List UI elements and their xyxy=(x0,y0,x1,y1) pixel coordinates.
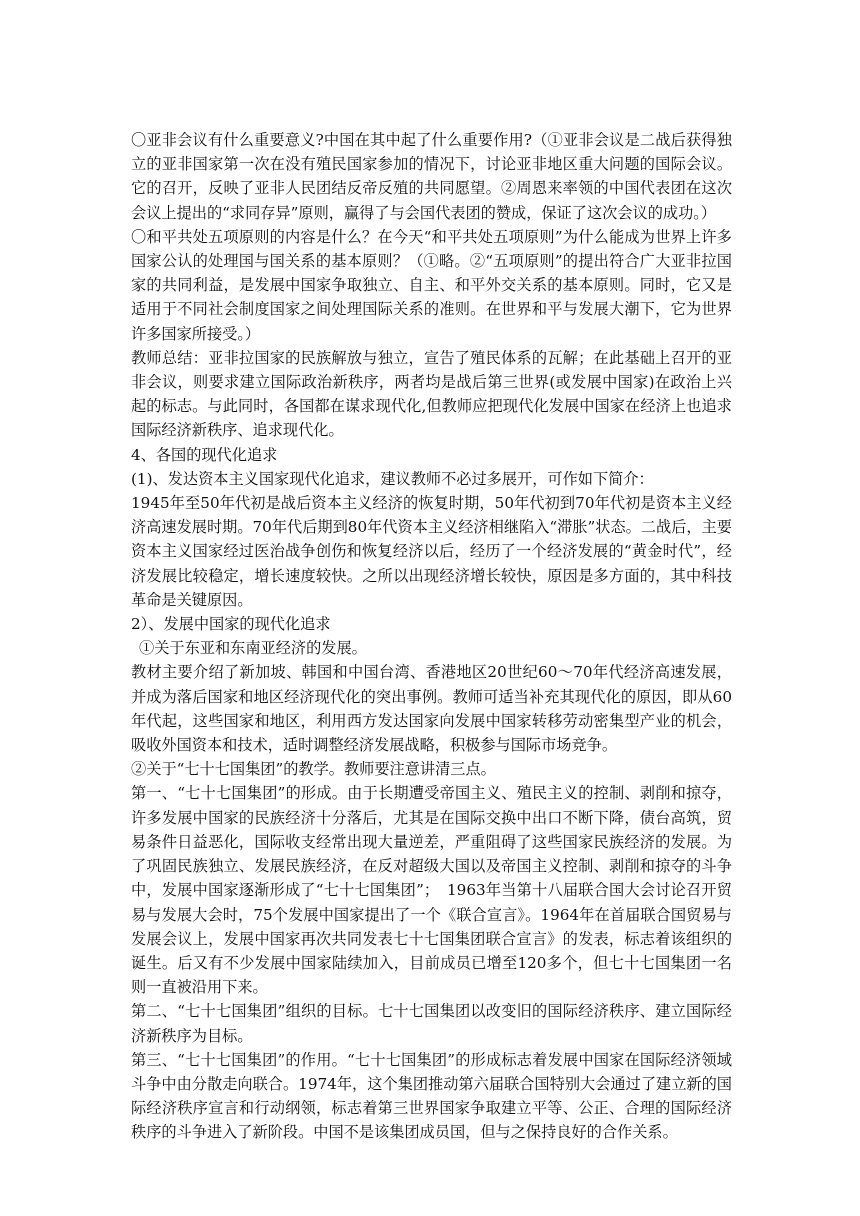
paragraph-g77-goals: 第二、“七十七国集团”组织的目标。七十七国集团以改变旧的国际经济秩序、建立国际经济新秩序为目标。 xyxy=(131,1002,732,1045)
document-page xyxy=(131,128,732,1145)
item-group-of-77: ②关于“七十七国集团”的教学。教师要注意讲清三点。 xyxy=(131,760,496,779)
paragraph-g77-role: 第三、“七十七国集团”的作用。“七十七国集团”的形成标志着发展中国家在国际经济领域斗争中由分散走向联合。1974年，这个集团推动第六届联合国特别大会通过了建立新的国际经济秩序宣言和行动纲领，标志着第三世界国家争取建立平等、公正、合理的国际经济秩序的斗争进入了新阶段。中国不是该集团成员国，但与之保持良好的合作关系。 xyxy=(131,1050,732,1142)
subheading-developing-countries: 2）、发展中国家的现代化追求 xyxy=(131,615,331,634)
paragraph-teacher-summary: 教师总结：亚非拉国家的民族解放与独立，宣告了殖民体系的瓦解；在此基础上召开的亚非会议，则要求建立国际政治新秩序，两者均是战后第三世界(或发展中国家)在政治上兴起的标志。与此同时，各国都在谋求现代化,但教师应把现代化发展中国家在经济上也追求国际经济新秩序、追求现代化。 xyxy=(131,348,732,440)
paragraph-postwar-economy: 1945年至50年代初是战后资本主义经济的恢复时期，50年代初到70年代初是资本主义经济高速发展时期。70年代后期到80年代资本主义经济相继陷入“滞胀”状态。二战后，主要资本主义国家经过医治战争创伤和恢复经济以后，经历了一个经济发展的“黄金时代”，经济发展比较稳定，增长速度较快。之所以出现经济增长较快，原因是多方面的，其中科技革命是关键原因。 xyxy=(131,494,732,609)
paragraph-east-asia-details: 教材主要介绍了新加坡、韩国和中国台湾、香港地区20世纪60～70年代经济高速发展，并成为落后国家和地区经济现代化的突出事例。教师可适当补充其现代化的原因，即从60年代起，这些国家和地区，利用西方发达国家向发展中国家转移劳动密集型产业的机会，吸收外国资本和技术，适时调整经济发展战略，积极参与国际市场竞争。 xyxy=(131,663,732,755)
paragraph-g77-formation: 第一、“七十七国集团”的形成。由于长期遭受帝国主义、殖民主义的控制、剥削和掠夺，许多发展中国家的民族经济十分落后，尤其是在国际交换中出口不断下降，债台高筑，贸易条件日益恶化，国际收支经常出现大量逆差，严重阻碍了这些国家民族经济的发展。为了巩固民族独立、发展民族经济，在反对超级大国以及帝国主义控制、剥削和掠夺的斗争中，发展中国家逐渐形成了“七十七国集团”； 1963年当第十八届联合国大会讨论召开贸易与发展大会时，75个发展中国家提出了一个《联合宣言》。1964年在首届联合国贸易与发展会议上，发展中国家再次共同发表七十七国集团联合宣言》的发表，标志着该组织的诞生。后又有不少发展中国家陆续加入，目前成员已增至120多个，但七十七国集团一名则一直被沿用下来。 xyxy=(131,784,732,997)
section-heading-modernization: 4、各国的现代化追求 xyxy=(131,445,278,464)
item-east-asia-economy: ①关于东亚和东南亚经济的发展。 xyxy=(139,639,367,658)
subheading-developed-capitalist: (1)、发达资本主义国家现代化追求，建议教师不必过多展开，可作如下简介： xyxy=(131,469,654,488)
paragraph-asian-african-conference: 〇亚非会议有什么重要意义?中国在其中起了什么重要作用?（①亚非会议是二战后获得独立的亚非国家第一次在没有殖民国家参加的情况下，讨论亚非地区重大问题的国际会议。它的召开，反映了亚非人民团结反帝反殖的共同愿望。②周恩来率领的中国代表团在这次会议上提出的“求同存异”原则，赢得了与会国代表团的赞成，保证了这次会议的成功。） xyxy=(131,131,732,222)
paragraph-five-principles: 〇和平共处五项原则的内容是什么？在今天“和平共处五项原则”为什么能成为世界上许多国家公认的处理国与国关系的基本原则？（①略。②“五项原则”的提出符合广大亚非拉国家的共同利益，是发展中国家争取独立、自主、和平外交关系的基本原则。同时，它又是适用于不同社会制度国家之间处理国际关系的准则。在世界和平与发展大潮下，它为世界许多国家所接受。） xyxy=(131,227,732,343)
